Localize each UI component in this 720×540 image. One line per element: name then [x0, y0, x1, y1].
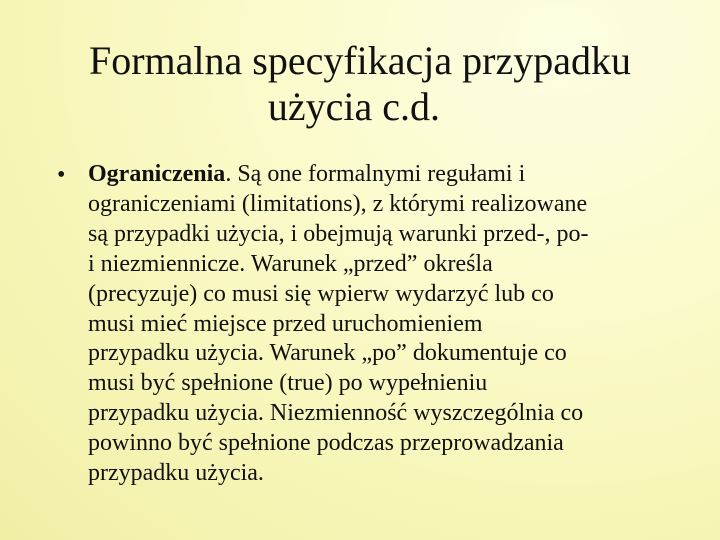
bullet-list [57, 160, 687, 489]
bullet-term: Ograniczenia [88, 161, 226, 187]
bullet-item [57, 160, 687, 489]
bullet-line: przypadku użycia. Niezmienność wyszczególnia co [88, 400, 584, 427]
bullet-dot-icon: • [57, 162, 66, 188]
slide-title [30, 38, 690, 130]
bullet-line: i niezmiennicze. Warunek „przed” określa [88, 250, 493, 277]
bullet-text [88, 160, 687, 489]
title-line: użycia c.d. [267, 84, 441, 129]
bullet-line: musi być spełnione (true) po wypełnieniu [88, 370, 488, 397]
bullet-line: ograniczeniami (limitations), z którymi realizowane [88, 190, 588, 217]
title-line: Formalna specyfikacja przypadku [88, 38, 631, 83]
bullet-line [88, 160, 687, 190]
bullet-line: (precyzuje) co musi się wpierw wydarzyć lub co [88, 280, 554, 307]
bullet-line: musi mieć miejsce przed uruchomieniem [88, 310, 483, 337]
bullet-line: przypadku użycia. [88, 460, 264, 487]
bullet-line: powinno być spełnione podczas przeprowadzania [88, 430, 564, 457]
bullet-first-line-rest: . Są one formalnymi regułami i [225, 161, 526, 187]
bullet-line: przypadku użycia. Warunek „po” dokumentuje co [88, 340, 567, 367]
bullet-line: są przypadki użycia, i obejmują warunki przed-, po- [88, 220, 589, 247]
